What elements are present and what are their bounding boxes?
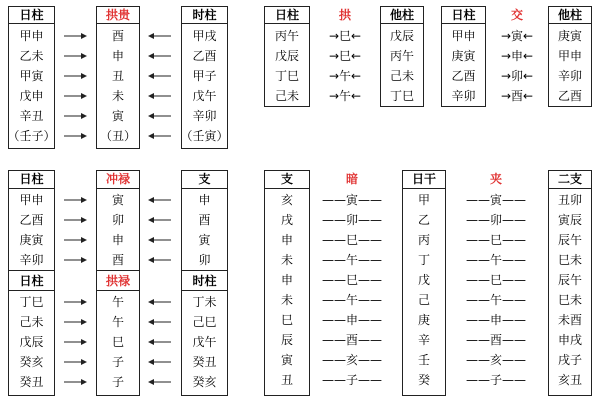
gonggui-row-2-right: 乙酉 (192, 49, 217, 63)
gonggui-row-5-left: 辛丑 (19, 109, 44, 123)
jiao-header-right: 他柱 (557, 7, 582, 22)
jiao-header-middle: 交 (510, 7, 523, 22)
gonglu-row-4-middle: 子 (111, 355, 124, 369)
an-header-left: 支 (280, 172, 293, 186)
gong-row-3-left: 丁巳 (274, 69, 299, 83)
jia-row-8-left: 辛 (417, 333, 430, 347)
an-row-4-middle: ——午—— (321, 253, 382, 267)
jia-row-5-middle: ——巳—— (465, 273, 526, 287)
chonglu-row-4-middle: 酉 (111, 253, 124, 267)
gonglu-row-4-left: 癸亥 (19, 355, 44, 369)
jia-row-7-left: 庚 (417, 313, 430, 327)
chonglu-row-3-left: 庚寅 (19, 233, 44, 247)
an-row-1-middle: ——寅—— (321, 193, 382, 207)
gonggui-row-2-left: 乙未 (19, 49, 44, 63)
gonglu-row-3-right: 戊午 (192, 335, 217, 349)
jiao-row-1-left: 甲申 (451, 29, 476, 43)
jia-row-8-middle: ——酉—— (465, 333, 526, 347)
gonglu-row-3-middle: 巳 (111, 335, 124, 349)
jia-row-6-middle: ——午—— (465, 293, 526, 307)
gonglu-row-5-left: 癸丑 (19, 375, 44, 389)
an-row-4-left: 未 (280, 253, 293, 267)
jia-row-3-left: 丙 (417, 233, 430, 247)
gonggui-row-3-left: 甲寅 (19, 69, 44, 83)
gonggui-row-6-right: （壬寅） (180, 129, 229, 143)
chonglu-row-1-right: 申 (198, 193, 211, 207)
chonglu-row-3-right: 寅 (198, 233, 211, 247)
chonglu-row-1-middle: 寅 (111, 193, 124, 207)
jia-row-1-middle: ——寅—— (465, 193, 526, 207)
jiao-row-2-left: 庚寅 (451, 49, 476, 63)
jia-row-5-left: 戊 (417, 273, 430, 287)
gonggui-row-5-middle: 寅 (111, 109, 124, 123)
an-row-9-middle: ——亥—— (321, 353, 382, 367)
chonglu-row-2-middle: 卯 (111, 213, 124, 227)
an-row-6-middle: ——午—— (321, 293, 382, 307)
gonglu-header-middle: 拱禄 (105, 273, 130, 288)
jia-row-9-middle: ——亥—— (465, 353, 526, 367)
jia-row-7-right: 未酉 (557, 313, 582, 327)
gonggui-row-6-middle: （丑） (99, 129, 136, 143)
gonggui-row-5-right: 辛卯 (192, 109, 217, 123)
jia-row-4-right: 巳未 (557, 253, 582, 267)
jia-row-2-left: 乙 (417, 213, 430, 227)
jia-row-2-right: 寅辰 (557, 213, 582, 227)
chonglu-row-3-middle: 申 (111, 233, 124, 247)
jia-row-7-middle: ——申—— (465, 313, 526, 327)
jiao-row-2-middle: →申← (500, 49, 534, 63)
chonglu-row-4-right: 卯 (198, 253, 211, 267)
an-left-header-divider (264, 188, 310, 189)
gong-row-4-right: 丁巳 (389, 89, 414, 103)
gong-row-4-middle: →午← (328, 89, 362, 103)
an-row-7-middle: ——申—— (321, 313, 382, 327)
jia-row-3-right: 辰午 (557, 233, 582, 247)
jia-header-middle: 夹 (489, 172, 502, 186)
gonglu-row-3-left: 戊辰 (19, 335, 44, 349)
gong-header-left: 日柱 (274, 7, 299, 22)
gonggui-row-3-right: 甲子 (192, 69, 217, 83)
jia-row-4-middle: ——午—— (465, 253, 526, 267)
gong-row-1-middle: →巳← (328, 29, 362, 43)
an-row-9-left: 寅 (280, 353, 293, 367)
jiao-row-3-left: 乙酉 (451, 69, 476, 83)
jia-header-left: 日干 (411, 172, 436, 186)
gonggui-row-4-right: 戊午 (192, 89, 217, 103)
jia-row-4-left: 丁 (417, 253, 430, 267)
jia-row-5-right: 辰午 (557, 273, 582, 287)
gong-row-3-right: 己未 (389, 69, 414, 83)
an-row-7-left: 巳 (280, 313, 293, 327)
gonglu-row-5-right: 癸亥 (192, 375, 217, 389)
gong-row-1-left: 丙午 (274, 29, 299, 43)
chonglu-row-2-left: 乙酉 (19, 213, 44, 227)
jiao-row-3-middle: →卯← (500, 69, 534, 83)
an-row-3-middle: ——巳—— (321, 233, 382, 247)
chonglu-row-4-left: 辛卯 (19, 253, 44, 267)
jia-row-8-right: 申戌 (557, 333, 582, 347)
an-row-8-middle: ——酉—— (321, 333, 382, 347)
chonglu-header-middle: 冲禄 (105, 172, 130, 186)
chonglu-header-left: 日柱 (19, 172, 44, 186)
gonglu-row-1-right: 丁未 (192, 295, 217, 309)
gonglu-row-1-left: 丁巳 (19, 295, 44, 309)
gonggui-row-1-left: 甲申 (19, 29, 44, 43)
an-row-5-left: 申 (280, 273, 293, 287)
gong-row-4-left: 己未 (274, 89, 299, 103)
gonggui-row-2-middle: 申 (111, 49, 124, 63)
chonglu-row-2-right: 酉 (198, 213, 211, 227)
jiao-row-3-right: 辛卯 (557, 69, 582, 83)
an-row-10-left: 丑 (280, 373, 293, 387)
gonglu-row-4-right: 癸丑 (192, 355, 217, 369)
jia-left-header-divider (402, 188, 446, 189)
gonggui-row-3-middle: 丑 (111, 69, 124, 83)
jiao-row-1-middle: →寅← (500, 29, 534, 43)
jiao-row-4-left: 辛卯 (451, 89, 476, 103)
jia-row-10-left: 癸 (417, 373, 430, 387)
jiao-row-2-right: 甲申 (557, 49, 582, 63)
an-header-middle: 暗 (345, 172, 358, 186)
gonglu-row-2-right: 己巳 (192, 315, 217, 329)
jiao-header-left: 日柱 (451, 7, 476, 22)
gong-row-3-middle: →午← (328, 69, 362, 83)
gonggui-header-right: 时柱 (192, 7, 217, 22)
an-row-8-left: 辰 (280, 333, 293, 347)
jiao-row-4-right: 乙酉 (557, 89, 582, 103)
gonggui-row-6-left: （壬子） (7, 129, 56, 143)
gong-row-1-right: 戊辰 (389, 29, 414, 43)
jiao-row-1-right: 庚寅 (557, 29, 582, 43)
gong-row-2-left: 戊辰 (274, 49, 299, 63)
jia-row-1-right: 丑卯 (557, 193, 582, 207)
gonggui-row-4-left: 戊申 (19, 89, 44, 103)
jia-row-1-left: 甲 (417, 193, 430, 207)
jia-row-10-right: 亥丑 (557, 373, 582, 387)
an-row-10-middle: ——子—— (321, 373, 382, 387)
gonglu-header-right: 时柱 (192, 273, 217, 288)
an-row-2-left: 戌 (280, 213, 293, 227)
jia-row-2-middle: ——卯—— (465, 213, 526, 227)
an-row-1-left: 亥 (280, 193, 293, 207)
gonggui-row-4-middle: 未 (111, 89, 124, 103)
jia-row-6-left: 己 (417, 293, 430, 307)
jia-row-3-middle: ——巳—— (465, 233, 526, 247)
gong-header-middle: 拱 (338, 7, 351, 22)
gonglu-header-left: 日柱 (19, 273, 44, 288)
jia-row-9-right: 戌子 (557, 353, 582, 367)
jia-row-6-right: 巳未 (557, 293, 582, 307)
gonggui-header-left: 日柱 (19, 7, 44, 22)
an-row-2-middle: ——卯—— (321, 213, 382, 227)
gong-row-2-middle: →巳← (328, 49, 362, 63)
gonggui-row-1-middle: 酉 (111, 29, 124, 43)
jia-row-10-middle: ——子—— (465, 373, 526, 387)
gonggui-row-1-right: 甲戌 (192, 29, 217, 43)
jiao-row-4-middle: →酉← (500, 89, 534, 103)
chonglu-header-right: 支 (198, 172, 211, 186)
an-row-5-middle: ——巳—— (321, 273, 382, 287)
gong-row-2-right: 丙午 (389, 49, 414, 63)
jia-row-9-left: 壬 (417, 353, 430, 367)
gonglu-row-2-left: 己未 (19, 315, 44, 329)
an-row-3-left: 申 (280, 233, 293, 247)
gonglu-row-2-middle: 午 (111, 315, 124, 329)
jia-header-right: 二支 (557, 172, 582, 186)
jia-right-header-divider (548, 188, 592, 189)
gonglu-row-5-middle: 子 (111, 375, 124, 389)
gonggui-header-middle: 拱贵 (105, 7, 130, 22)
chonglu-row-1-left: 甲申 (19, 193, 44, 207)
gonglu-row-1-middle: 午 (111, 295, 124, 309)
an-row-6-left: 未 (280, 293, 293, 307)
gong-header-right: 他柱 (389, 7, 414, 22)
